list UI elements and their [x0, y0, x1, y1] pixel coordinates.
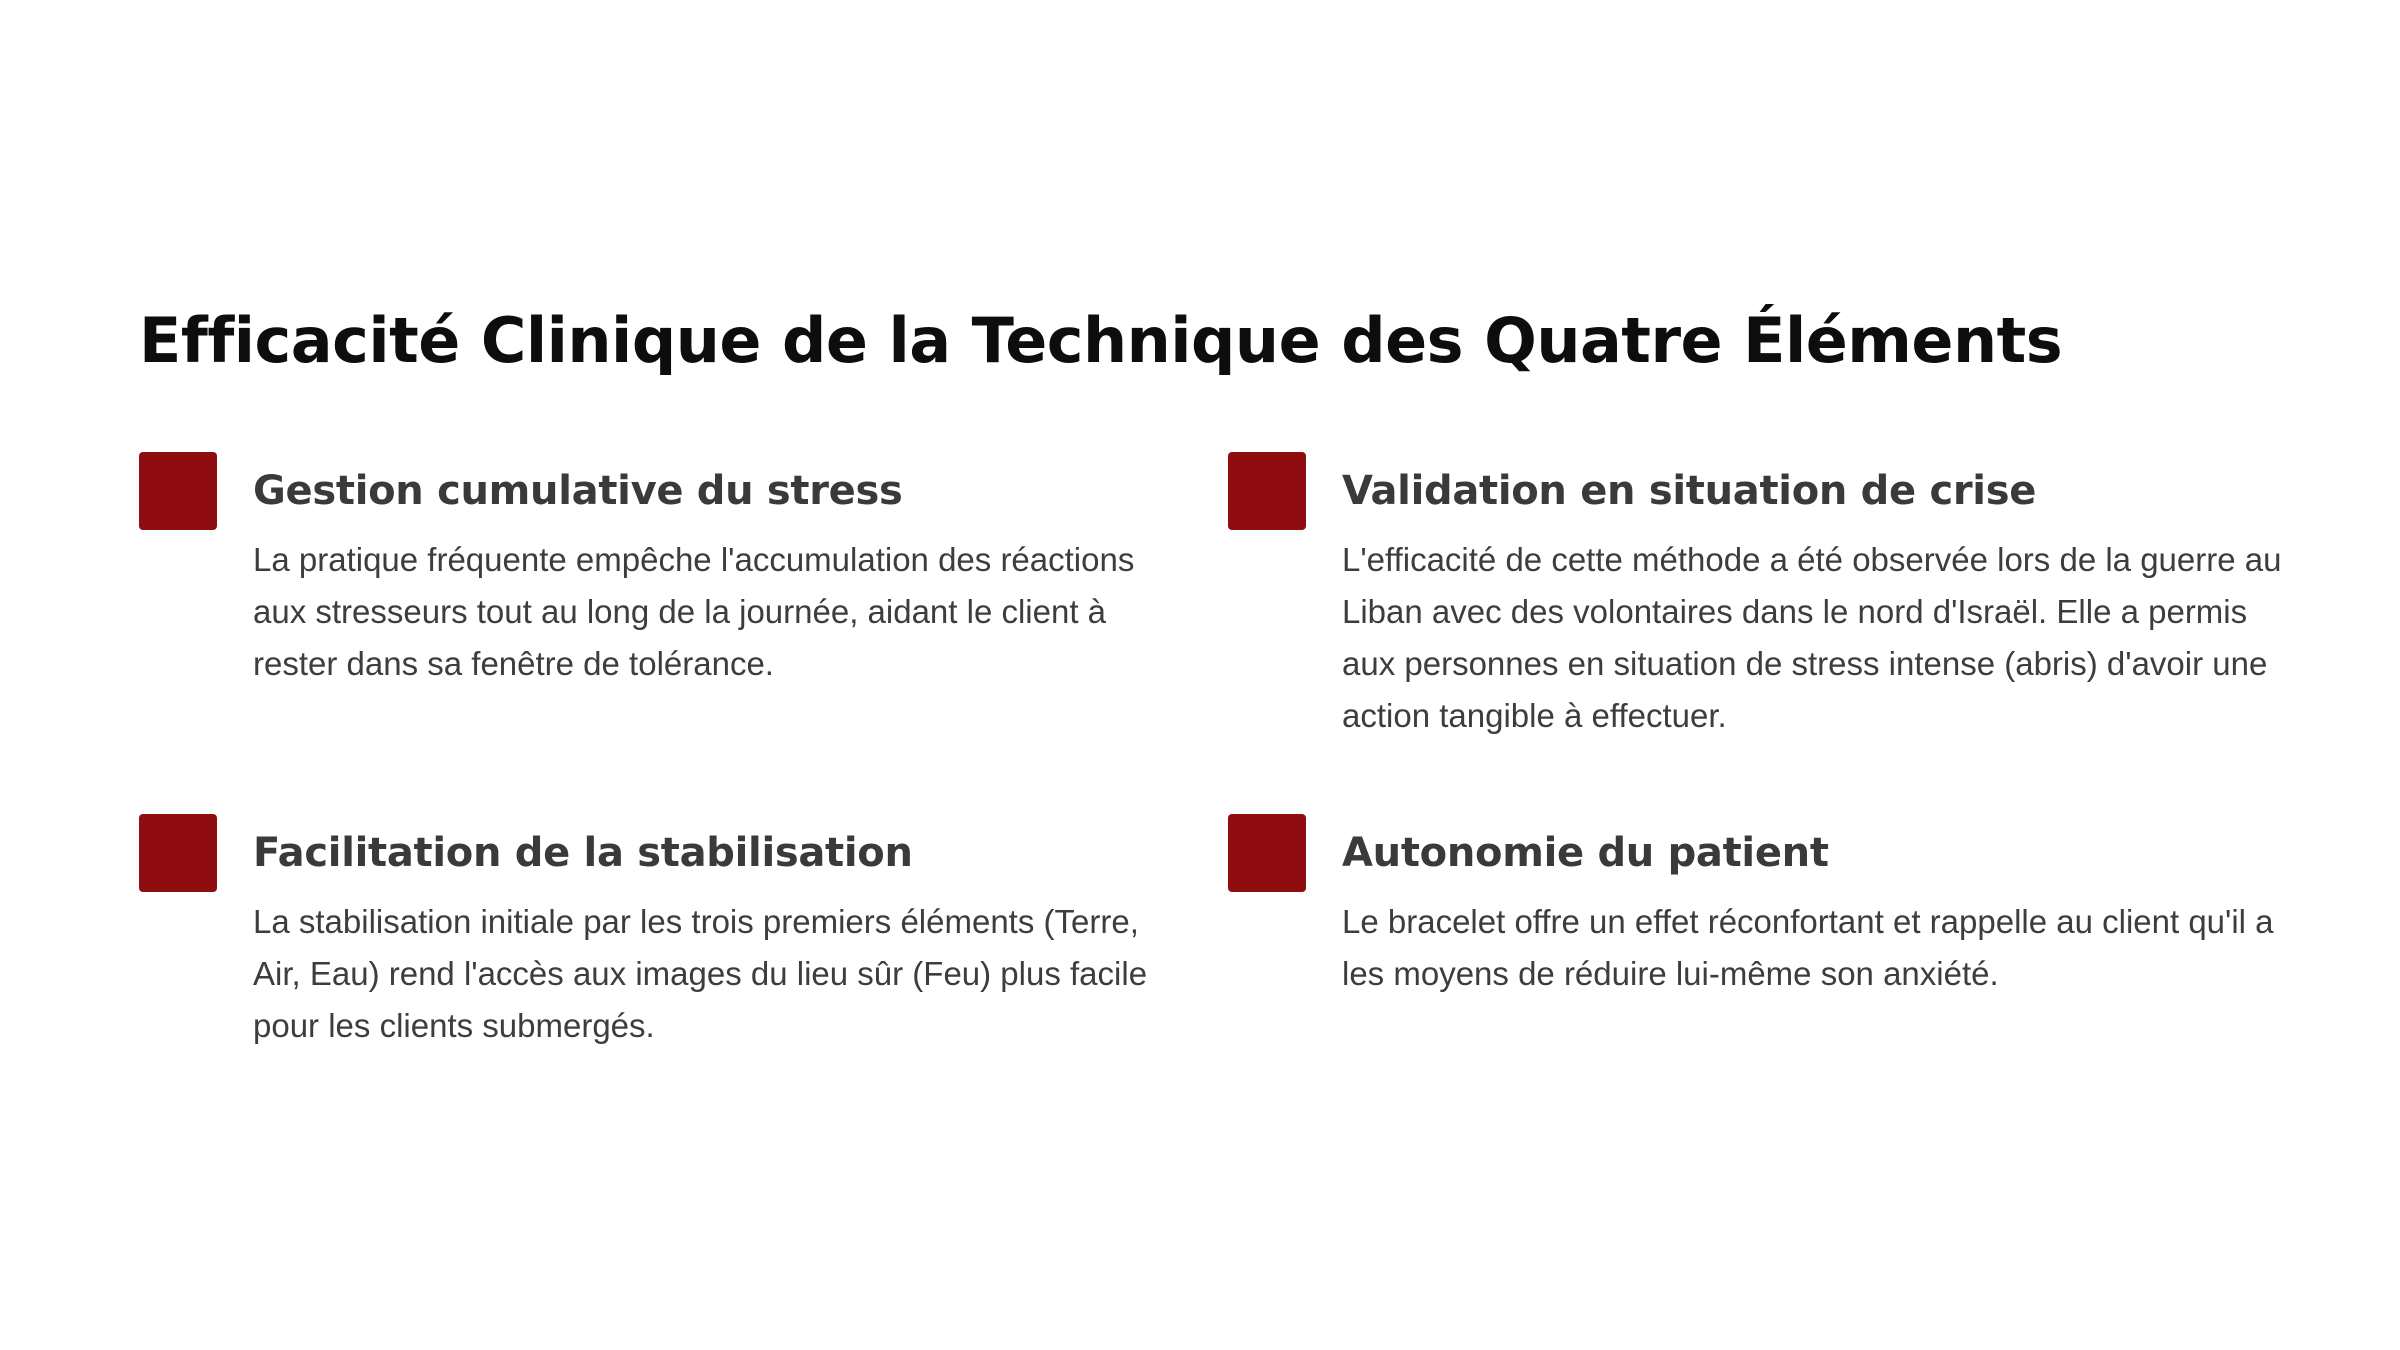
point-description: L'efficacité de cette méthode a été observée lors de la guerre au Liban avec des volontaires dans le nord d'Israël. Elle a permis aux personnes en situation de stress intense (abris) d'avoir une action tangible à effectuer.: [1342, 541, 2282, 734]
point-title: Autonomie du patient: [1342, 830, 1829, 876]
point-title: Facilitation de la stabilisation: [253, 830, 913, 876]
square-bullet-icon: [139, 452, 217, 530]
point-description: Le bracelet offre un effet réconfortant et rappelle au client qu'il a les moyens de réduire lui-même son anxiété.: [1342, 903, 2274, 992]
slide-title: Efficacité Clinique de la Technique des Quatre Éléments: [139, 304, 2063, 377]
point-description: La stabilisation initiale par les trois premiers éléments (Terre, Air, Eau) rend l'accès aux images du lieu sûr (Feu) plus facile pour les clients submergés.: [253, 903, 1148, 1044]
square-bullet-icon: [1228, 814, 1306, 892]
square-bullet-icon: [139, 814, 217, 892]
point-title: Gestion cumulative du stress: [253, 468, 903, 514]
point-description: La pratique fréquente empêche l'accumulation des réactions aux stresseurs tout au long de la journée, aidant le client à rester dans sa fenêtre de tolérance.: [253, 541, 1135, 682]
point-title: Validation en situation de crise: [1342, 468, 2037, 514]
square-bullet-icon: [1228, 452, 1306, 530]
